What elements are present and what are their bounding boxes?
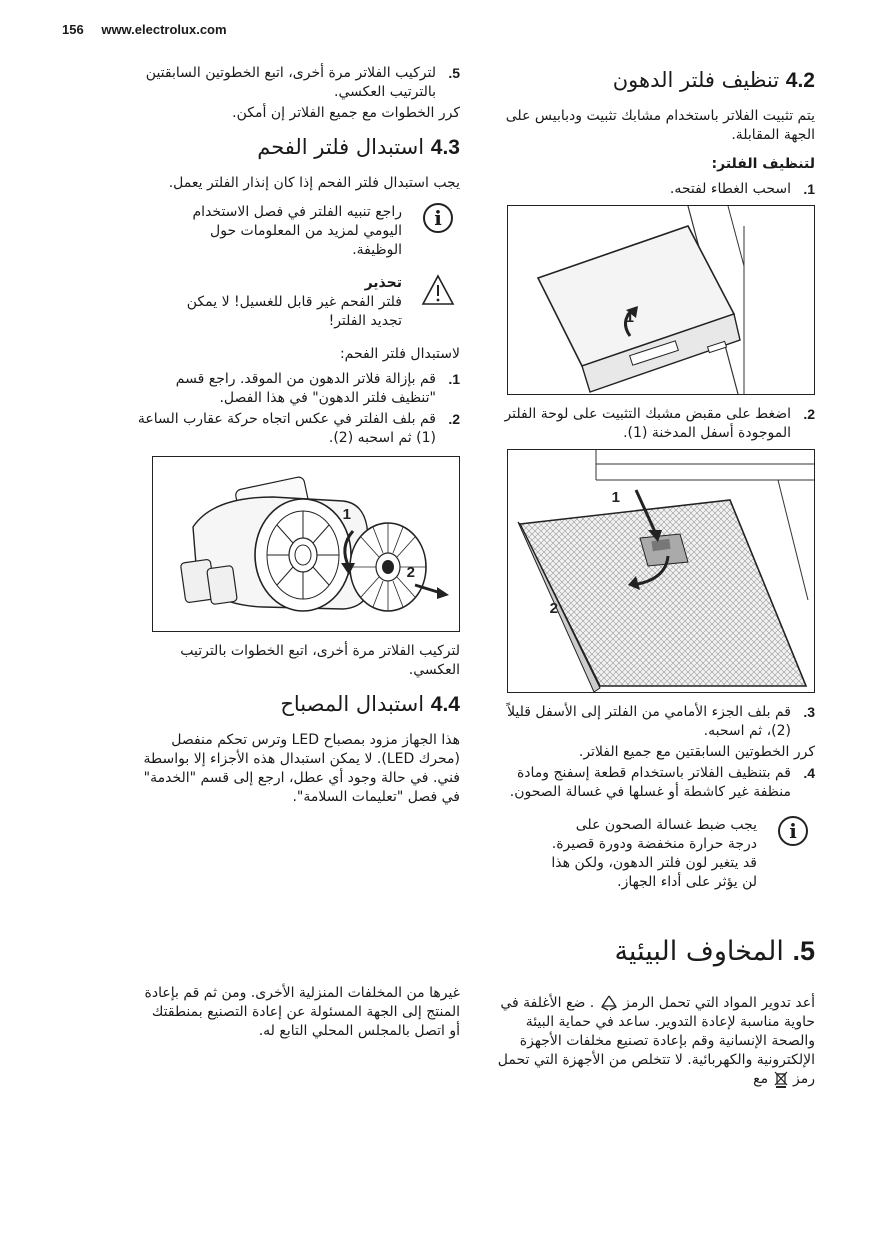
step-4: 4. قم بتنظيف الفلاتر باستخدام قطعة إسفنج ومادة منظفة غير كاشطة أو غسلها في غسالة الصحون. <box>509 765 815 800</box>
figure-label-1: 1 <box>625 309 634 326</box>
section-4-2-intro: يتم تثبيت الفلاتر باستخدام مشابك تثبيت ودبابيس على الجهة المقابلة. <box>505 108 815 143</box>
info-note-text: يجب ضبط غسالة الصحون على درجة حرارة منخفضة ودورة قصيرة. قد يتغير لون فلتر الدهون، ولكن هذا لن يؤثر على أداء الجهاز. <box>551 817 757 890</box>
section-5-heading: 5. المخاوف البيئية <box>614 936 815 967</box>
section-4-2-heading: 4.2 تنظيف فلتر الدهون <box>612 68 815 92</box>
section-4-3-subheading: لاستبدال فلتر الفحم: <box>339 346 460 362</box>
section-4-4-text: هذا الجهاز مزود بمصباح LED وترس تحكم منفصل (محرك LED). لا يمكن استبدال هذه الأجزاء إلا بواسطة فني. في حالة وجود أي عطل، ارجع إلى قسم "الخدمة" في فصل "تعليمات السلامة". <box>143 732 460 805</box>
left-column <box>137 60 460 817</box>
filter-illustration <box>508 450 814 692</box>
right-column <box>492 60 815 906</box>
section-5-left-text: غيرها من المخلفات المنزلية الأخرى. ومن ثم قم بإعادة المنتج إلى الجهة المسئولة عن إعادة التصنيع بمنطقتك أو اتصل بالمجلس المحلي التابع له. <box>144 985 460 1039</box>
info-icon: i <box>423 203 453 233</box>
section-5-right-text: أعد تدوير المواد التي تحمل الرمز . ضع الأغلفة في حاوية مناسبة لإعادة التدوير. ساعد في حماية البيئة والصحة الإنسانية وقم بإعادة تصنيع مخلفات الأجهزة الإلكترونية والكهربائية. لا تتخلص من الأجهزة التي تحمل رمز مع <box>497 995 815 1087</box>
section-4-4-heading: 4.4 استبدال المصباح <box>280 692 460 716</box>
figure-label-1: 1 <box>611 489 620 506</box>
warning-text: فلتر الفحم غير قابل للغسيل! لا يمكن تجديد الفلتر! <box>186 294 402 329</box>
recycle-icon <box>599 994 619 1012</box>
repeat-all-filters: كرر الخطوات مع جميع الفلاتر إن أمكن. <box>232 105 460 121</box>
website-url: www.electrolux.com <box>101 22 227 37</box>
step-2: 2. اضغط على مقبض مشبك التثبيت على لوحة الفلتر الموجودة أسفل المدخنة (1). <box>504 406 815 441</box>
figure-label-2: 2 <box>549 600 558 617</box>
section-4-3-heading: 4.3 استبدال فلتر الفحم <box>257 135 460 159</box>
charcoal-step-2: 2. قم بلف الفلتر في عكس اتجاه حركة عقارب الساعة (1) ثم اسحبه (2). <box>137 411 460 446</box>
section-4-3-intro: يجب استبدال فلتر الفحم إذا كان إنذار الفلتر يعمل. <box>168 175 460 191</box>
warning-note <box>137 274 460 331</box>
info-icon: i <box>778 816 808 846</box>
figure-label-1: 1 <box>342 506 351 523</box>
weee-bin-icon <box>773 1070 789 1088</box>
warning-title: تحذير <box>364 275 402 291</box>
step-1: 1. اسحب الغطاء لفتحه. <box>669 181 815 197</box>
info-note-text: راجع تنبيه الفلتر في فصل الاستخدام اليومي لمزيد من المعلومات حول الوظيفة. <box>192 204 402 258</box>
warning-triangle-icon <box>421 274 455 306</box>
filter-alarm-info-note <box>137 203 460 260</box>
charcoal-step-1: 1. قم بإزالة فلاتر الدهون من الموقد. راجع قسم "تنظيف فلتر الدهون" في هذا الفصل. <box>175 371 460 406</box>
step-5: 5. لتركيب الفلاتر مرة أخرى، اتبع الخطوتين السابقتين بالترتيب العكسي. <box>145 65 460 100</box>
figure-charcoal-filter <box>152 456 460 632</box>
section-4-2-subheading: لتنظيف الفلتر: <box>711 156 815 172</box>
charcoal-filter-illustration <box>153 457 459 631</box>
figure-hood-open <box>507 205 815 395</box>
dishwasher-info-note <box>492 816 815 892</box>
page-header <box>62 22 227 37</box>
figure-filter-clip <box>507 449 815 693</box>
section-5-heading-block <box>492 934 815 969</box>
hood-illustration <box>508 206 814 394</box>
charcoal-reassemble: لتركيب الفلاتر مرة أخرى، اتبع الخطوات بالترتيب العكسي. <box>180 643 460 678</box>
repeat-instruction: كرر الخطوتين السابقتين مع جميع الفلاتر. <box>578 744 815 760</box>
page-number: 156 <box>62 22 84 37</box>
figure-label-2: 2 <box>406 564 415 581</box>
step-3: 3. قم بلف الجزء الأمامي من الفلتر إلى الأسفل قليلاً (2)، ثم اسحبه. <box>507 704 815 739</box>
